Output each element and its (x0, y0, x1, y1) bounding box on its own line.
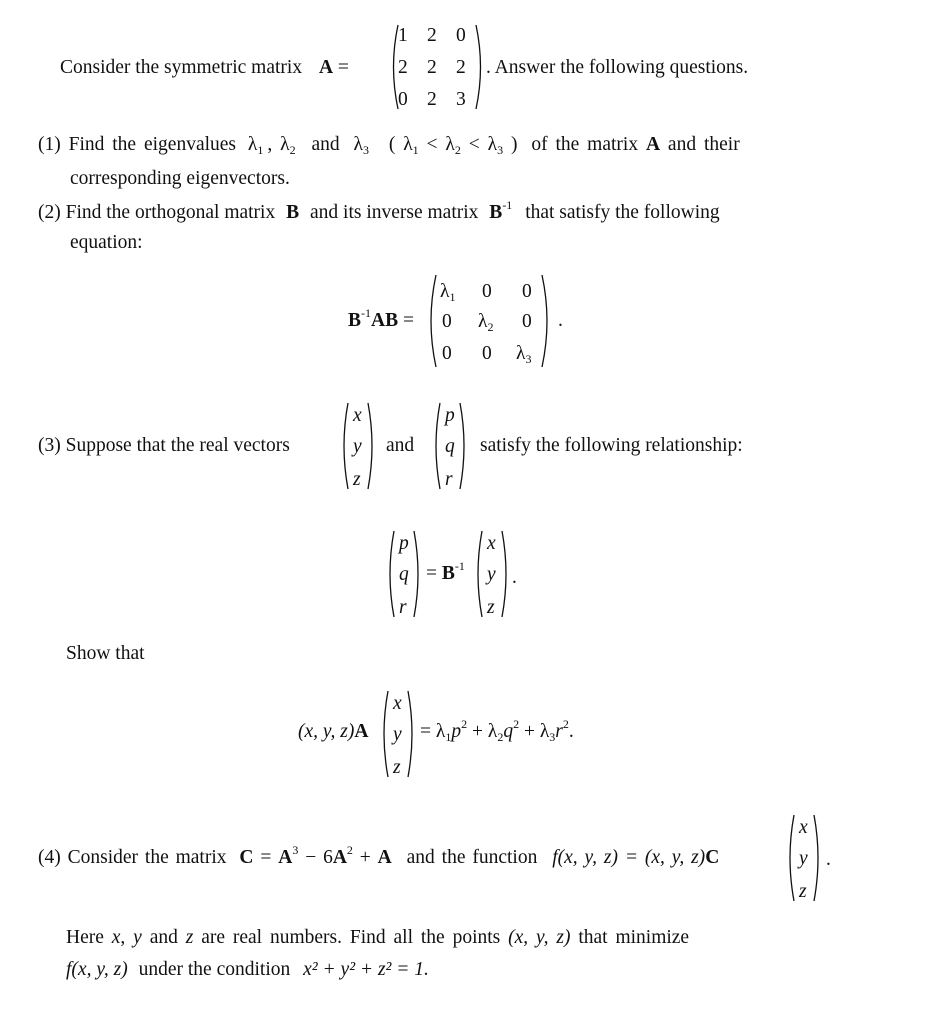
v1-y: y (353, 436, 362, 457)
q2-number: (2) (38, 202, 61, 223)
q2-matrix-b-inverse (489, 198, 513, 223)
lambda2 (280, 134, 295, 155)
a-r0c2: 0 (456, 25, 466, 46)
quad-l3: λ (539, 721, 550, 742)
ineq-open: ( (388, 134, 396, 155)
ineq-l1: λ (403, 134, 413, 155)
intro-equals: = (337, 57, 349, 78)
ineq-l3: λ (487, 134, 498, 155)
q4-exp2: 2 (346, 843, 353, 857)
quad-l1: λ (435, 721, 446, 742)
ineq-lt1: < (426, 134, 438, 155)
rel-b: B (441, 563, 455, 584)
a-r1c2: 2 (456, 57, 466, 78)
ineq-close: ) (510, 134, 518, 155)
q4-a2: A (332, 847, 347, 868)
lambda3 (353, 134, 368, 155)
intro-before: Consider the symmetric matrix (60, 57, 303, 78)
q2-line2: equation: (70, 232, 143, 253)
rel-middle (426, 559, 465, 584)
rel-vector-xyz (474, 528, 510, 620)
vector-xyz (340, 400, 376, 492)
rel-q: q (399, 564, 409, 585)
quad-plus1: + (471, 721, 483, 742)
rel-inv: -1 (454, 559, 465, 573)
q4-condition: x² + y² + z² = 1. (303, 959, 429, 980)
v2-r: r (445, 469, 453, 490)
q4-vector-xyz (786, 812, 822, 904)
q1-inequality (389, 134, 518, 155)
rel-p: p (399, 533, 409, 554)
quad-r-exp: 2 (562, 717, 569, 731)
matrix-a (388, 22, 486, 112)
q3-number: (3) (38, 435, 61, 456)
quad-y: y (393, 724, 402, 745)
quad-rhs (420, 717, 574, 744)
q1-comma: , (267, 134, 273, 155)
quad-plus2: + (523, 721, 535, 742)
q2-inv-sup: -1 (502, 198, 513, 212)
q4-condition-text: under the condition (138, 959, 291, 980)
q1-text-c: and their (667, 134, 740, 155)
q2-b2: B (489, 202, 503, 223)
rel-period: . (512, 567, 517, 588)
quad-s2: 2 (497, 730, 504, 744)
diag-r0c1: 0 (482, 281, 492, 302)
d11-sub: 2 (487, 320, 494, 334)
q2-eq-ab: AB (371, 310, 399, 331)
q1-text-b: of the matrix (531, 134, 639, 155)
q4-a3: A (278, 847, 293, 868)
q4-var-x: x (111, 927, 121, 948)
q2-matrix-b: B (286, 202, 300, 223)
q1-line1 (38, 135, 740, 155)
q4-minimize: that minimize (578, 927, 690, 948)
q4-line1 (38, 843, 720, 868)
rel-x: x (487, 533, 496, 554)
diag-r1c1 (478, 312, 493, 332)
q2-eq-sign: = (402, 310, 414, 331)
q2-period: . (558, 310, 563, 331)
a-r0c1: 2 (427, 25, 437, 46)
lambda3-symbol: λ (353, 134, 363, 155)
q4-and: and (149, 927, 178, 948)
intro-after: . Answer the following questions. (486, 57, 749, 78)
lambda3-sub: 3 (362, 143, 369, 157)
diag-r1c0: 0 (442, 311, 452, 332)
q2-equation-lhs (348, 306, 414, 331)
rel-vector-pqr (386, 528, 422, 620)
q1-matrix-a: A (645, 134, 661, 155)
matrix-a-label: A (318, 57, 334, 78)
diag-r0c0 (440, 282, 455, 302)
q2-eq-b: B (348, 310, 362, 331)
q4-period: . (826, 849, 831, 870)
q3-text-b: satisfy the following relationship: (480, 435, 743, 456)
a-r1c1: 2 (427, 57, 437, 78)
q4-c: C (239, 847, 254, 868)
q1-line2: corresponding eigenvectors. (70, 168, 290, 189)
a-r2c2: 3 (456, 89, 466, 110)
rel-r: r (399, 597, 407, 618)
q4-x: x (799, 817, 808, 838)
v2-p: p (445, 405, 455, 426)
q4-exp3: 3 (292, 843, 299, 857)
q4-var-y: y (133, 927, 142, 948)
quad-s1: 1 (445, 730, 452, 744)
rel-y: y (487, 564, 496, 585)
quad-r: r (555, 721, 563, 742)
q4-text-b: and the function (406, 847, 538, 868)
quad-eq: = (420, 721, 431, 742)
q4-z: z (799, 881, 807, 902)
ineq-s1: 1 (412, 143, 419, 157)
v1-z: z (353, 469, 361, 490)
diag-r2c1: 0 (482, 343, 492, 364)
vector-pqr (432, 400, 468, 492)
q2-text-c: that satisfy the following (525, 202, 720, 223)
quad-l2: λ (487, 721, 498, 742)
diag-matrix (426, 272, 552, 370)
a-r0c0: 1 (398, 25, 408, 46)
lambda2-sub: 2 (289, 143, 296, 157)
intro-text (60, 58, 349, 78)
q1-number: (1) (38, 134, 61, 155)
lambda1-symbol: λ (247, 134, 258, 155)
diag-r1c2: 0 (522, 311, 532, 332)
a-r1c0: 2 (398, 57, 408, 78)
d00-sub: 1 (449, 290, 456, 304)
q4-line2 (66, 928, 689, 948)
a-r2c1: 2 (427, 89, 437, 110)
quad-p: p (451, 721, 462, 742)
rel-eq: = (426, 563, 442, 584)
rel-z: z (487, 597, 495, 618)
q4-here: Here (66, 927, 104, 948)
a-r2c0: 0 (398, 89, 408, 110)
q4-a1: A (377, 847, 392, 868)
lambda2-symbol: λ (280, 134, 290, 155)
q3-and: and (386, 435, 415, 456)
lambda1-sub: 1 (257, 143, 264, 157)
quad-period: . (568, 721, 574, 742)
quad-z: z (393, 757, 401, 778)
q2-text-b: and its inverse matrix (310, 202, 479, 223)
q4-text-a: Consider the matrix (67, 847, 227, 868)
diag-r2c0: 0 (442, 343, 452, 364)
ineq-l2: λ (445, 134, 455, 155)
q4-y: y (799, 848, 808, 869)
diag-r2c2 (516, 344, 531, 364)
q4-eq: = (260, 847, 272, 868)
q4-f-def: f(x, y, z) = (x, y, z) (552, 847, 706, 868)
quad-row-vector: (x, y, z) (298, 721, 355, 742)
q4-minus: − 6 (305, 847, 333, 868)
ineq-s3: 3 (497, 143, 504, 157)
quad-q-exp: 2 (513, 717, 520, 731)
v2-q: q (445, 436, 455, 457)
d00: $\lambda_1$ (440, 281, 456, 304)
q4-plus: + (359, 847, 371, 868)
q4-point: (x, y, z) (508, 927, 571, 948)
q4-f-c: C (705, 847, 720, 868)
q4-comma: , (120, 927, 126, 948)
q4-f: f(x, y, z) (66, 959, 128, 980)
quad-lhs (298, 722, 368, 742)
quad-s3: 3 (549, 730, 556, 744)
q3-line1 (38, 436, 290, 456)
q3-text-a: Suppose that the real vectors (65, 435, 290, 456)
d11: $\lambda_2$ (478, 311, 494, 334)
ineq-s2: 2 (454, 143, 461, 157)
q4-text-points: are real numbers. Find all the points (201, 927, 501, 948)
d22: $\lambda_3$ (516, 343, 532, 366)
q1-text-a: Find the eigenvalues (68, 134, 237, 155)
ineq-lt2: < (468, 134, 480, 155)
diag-r0c2: 0 (522, 281, 532, 302)
q2-eq-inv: -1 (361, 306, 372, 320)
d22-sub: 3 (525, 352, 532, 366)
quad-x: x (393, 693, 402, 714)
q4-line3 (66, 960, 429, 980)
q2-line1 (38, 198, 720, 223)
quad-vector-xyz (380, 688, 416, 780)
show-that: Show that (66, 643, 145, 664)
q1-and: and (311, 134, 340, 155)
q4-number: (4) (38, 847, 61, 868)
quad-q: q (503, 721, 514, 742)
q2-text-a: Find the orthogonal matrix (65, 202, 276, 223)
quad-matrix-a: A (354, 721, 369, 742)
quad-p-exp: 2 (461, 717, 468, 731)
q4-var-z: z (185, 927, 194, 948)
lambda1 (248, 134, 263, 155)
v1-x: x (353, 405, 362, 426)
